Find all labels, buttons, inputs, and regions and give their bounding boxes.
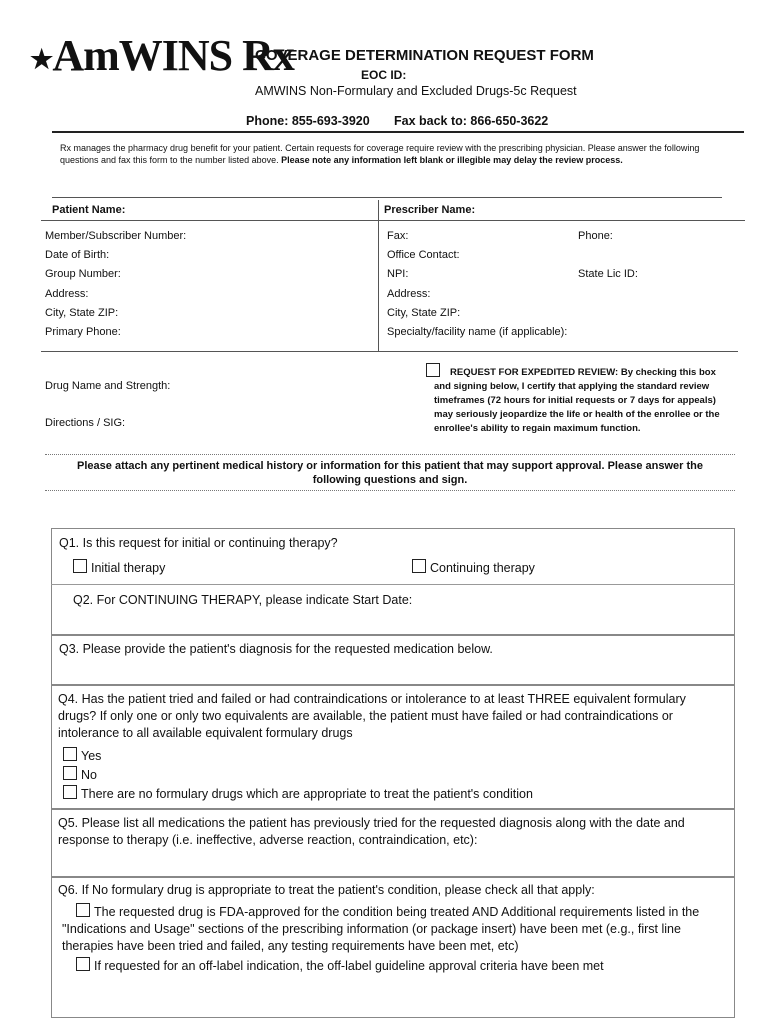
q4-no-option[interactable]: No (63, 766, 97, 784)
patient-city-label: City, State ZIP: (45, 307, 119, 319)
q4-yes-checkbox[interactable] (63, 747, 77, 761)
intro-warning: Please note any information left blank or illegible may delay the review process. (281, 155, 623, 165)
primary-phone-label: Primary Phone: (45, 326, 121, 338)
attach-top-divider (45, 454, 735, 455)
intro-divider (52, 197, 722, 198)
q6-text: Q6. If No formulary drug is appropriate to treat the patient's condition, please check all that apply: (58, 883, 595, 897)
q1-text: Q1. Is this request for initial or continuing therapy? (59, 536, 338, 550)
logo-text: AmWINS Rx (52, 31, 294, 80)
q4-no-checkbox[interactable] (63, 766, 77, 780)
prescriber-fax-label: Fax: (387, 230, 409, 242)
fax-number: Fax back to: 866-650-3622 (394, 114, 549, 128)
prescriber-phone-label: Phone: (578, 230, 613, 242)
q2-text: Q2. For CONTINUING THERAPY, please indicate Start Date: (73, 593, 413, 607)
phone-number: Phone: 855-693-3920 (246, 114, 370, 128)
q6-offlabel-option[interactable]: If requested for an off-label indication, the off-label guideline approval criteria have been met (76, 957, 604, 975)
q4-yes-option[interactable]: Yes (63, 747, 101, 765)
intro-paragraph: Rx manages the pharmacy drug benefit for your patient. Certain requests for coverage require review with the prescribing physician. Please answer the following questions and fax this form to the number listed above. Please note any information left blank or illegible may delay the review process. (60, 143, 700, 165)
group-number-label: Group Number: (45, 268, 121, 280)
q6-fda-option[interactable]: The requested drug is FDA-approved for the condition being treated AND Additional requirements listed in the "Indications and Usage" sections of the prescribing information (or package insert) have been met (e.g., first line therapies have been tried and failed, any testing requirements have been met, etc) (62, 905, 700, 953)
column-divider (378, 200, 379, 352)
office-contact-label: Office Contact: (387, 249, 460, 261)
star-icon: ★ (30, 44, 53, 74)
dob-label: Date of Birth: (45, 249, 110, 261)
form-subtitle: AMWINS Non-Formulary and Excluded Drugs-5c Request (255, 84, 577, 98)
prescriber-city-label: City, State ZIP: (387, 307, 461, 319)
header-divider (52, 131, 744, 133)
prescriber-name-label: Prescriber Name: (384, 204, 476, 216)
q1-continuing-option[interactable]: Continuing therapy (412, 559, 535, 577)
q4-none-option[interactable]: There are no formulary drugs which are appropriate to treat the patient's condition (63, 785, 533, 803)
prescriber-address-label: Address: (387, 288, 431, 300)
attach-note: Please attach any pertinent medical history or information for this patient that may support approval. Please answer the following questions and sign. (77, 460, 703, 486)
continuing-therapy-checkbox[interactable] (412, 559, 426, 573)
member-number-label: Member/Subscriber Number: (45, 230, 187, 242)
prescriber-bottom-divider (41, 351, 738, 352)
patient-address-label: Address: (45, 288, 89, 300)
npi-label: NPI: (387, 268, 409, 280)
names-divider (41, 220, 745, 221)
eoc-id-label: EOC ID: (361, 68, 407, 82)
drug-name-label: Drug Name and Strength: (45, 380, 171, 392)
q6-fda-checkbox[interactable] (76, 903, 90, 917)
form-title: COVERAGE DETERMINATION REQUEST FORM (255, 47, 594, 64)
q1-q2-divider (51, 584, 735, 585)
q1-initial-option[interactable]: Initial therapy (73, 559, 165, 577)
q4-text: Q4. Has the patient tried and failed or had contraindications or intolerance to at least THREE equivalent formulary drugs? If only one or only two equivalents are available, the patient must have failed or had contraindications or intolerance to all available equivalent formulary drugs (58, 692, 686, 740)
specialty-label: Specialty/facility name (if applicable): (387, 326, 568, 338)
attach-bottom-divider (45, 490, 735, 491)
q4-none-checkbox[interactable] (63, 785, 77, 799)
initial-therapy-checkbox[interactable] (73, 559, 87, 573)
q6-offlabel-checkbox[interactable] (76, 957, 90, 971)
q5-text: Q5. Please list all medications the patient has previously tried for the requested diagnosis along with the date and response to therapy (i.e. ineffective, adverse reaction, contraindication, etc): (58, 816, 685, 847)
expedited-review-text: REQUEST FOR EXPEDITED REVIEW: By checking this box and signing below, I certify that applying the standard review timeframes (72 hours for initial requests or 7 days for appeals) may seriously jeopardize the life or health of the enrollee or the enrollee's ability to regain maximum function. (434, 367, 720, 434)
directions-label: Directions / SIG: (45, 417, 126, 429)
q3-text: Q3. Please provide the patient's diagnosis for the requested medication below. (59, 642, 493, 656)
patient-name-label: Patient Name: (52, 204, 126, 216)
state-lic-label: State Lic ID: (578, 268, 638, 280)
